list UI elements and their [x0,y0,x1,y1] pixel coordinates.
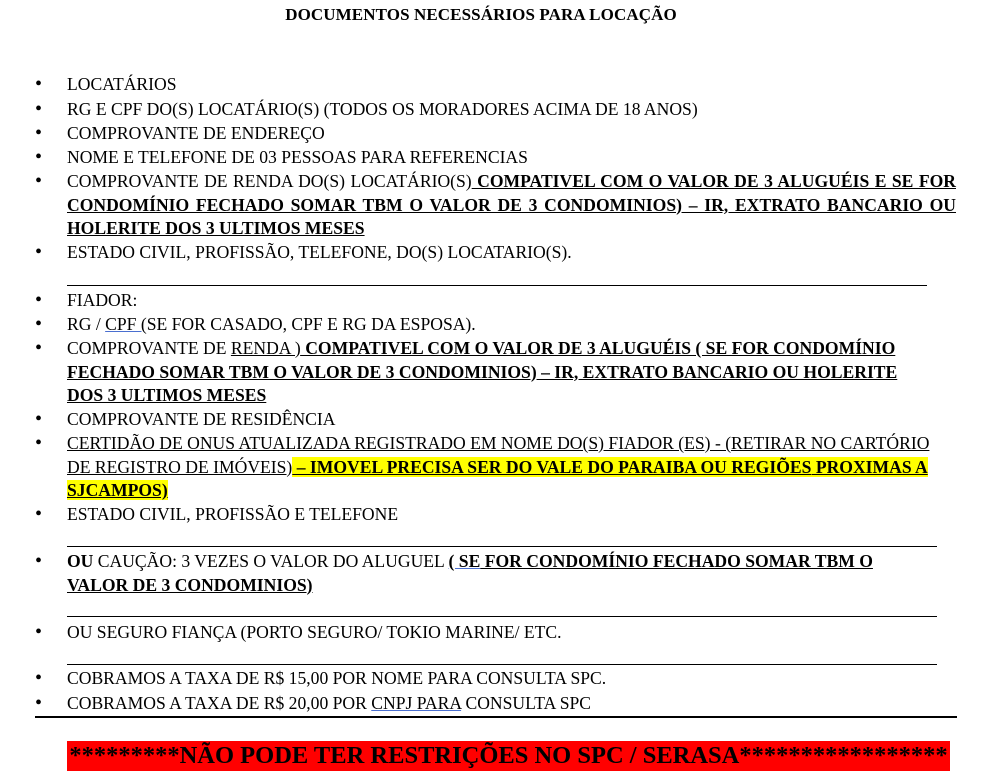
ou-text: OU [67,551,94,571]
locatarios-referencias: NOME E TELEFONE DE 03 PESSOAS PARA REFERENCIAS [67,147,528,167]
imovel-note-end: PROXIMAS A SJCAMPOS) [67,456,928,500]
divider [35,716,957,718]
locatarios-estado-civil: ESTADO CIVIL, PROFISSÃO, TELEFONE, DO(S) LOCATARIO(S). [67,242,572,262]
bullet-icon: • [35,337,43,359]
bullet-icon: • [35,289,43,311]
caucao-item [67,550,927,597]
bullet-icon: • [35,170,43,192]
bullet-icon: • [35,550,43,572]
cpf-text: CPF ( [105,314,147,334]
bullet-icon: • [35,73,43,95]
divider [67,285,927,286]
bullet-icon: • [35,122,43,144]
bullet-icon: • [35,408,43,430]
bullet-icon: • [35,503,43,525]
divider [67,546,937,547]
fiador-heading: FIADOR: [67,290,138,310]
divider [67,664,937,665]
bullet-icon: • [35,146,43,168]
taxa-cnpj-text: COBRAMOS A TAXA DE R$ 20,00 POR [67,693,372,713]
fiador-renda [67,337,927,408]
certidao-text: CERTIDÃO DE ONUS ATUALIZADA REGISTRADO EM NOME DO(S) FIADOR (ES) - (RETIRAR NO CARTÓRIO DE REGISTRO DE IMÓVEIS) [67,433,930,477]
consulta-text: CONSULTA SPC [461,693,592,713]
cnpj-text: CNPJ PARA [371,693,462,713]
fiador-certidao [67,432,953,503]
imovel-note: – IMOVEL PRECISA SER DO VALE DO PARAIBA OU REGIÕES [292,456,812,477]
fiador-estado-civil: ESTADO CIVIL, PROFISSÃO E TELEFONE [67,504,399,524]
bullet-icon: • [35,313,43,335]
renda-text: COMPROVANTE DE RENDA DO(S) LOCATÁRIO(S) [67,171,472,191]
locatarios-renda [67,170,956,241]
renda-label: COMPROVANTE DE [67,338,231,358]
locatarios-endereco: COMPROVANTE DE ENDEREÇO [67,123,325,143]
document-title: DOCUMENTOS NECESSÁRIOS PARA LOCAÇÃO [285,5,677,24]
fiador-rg-cpf [67,313,956,337]
renda-requirement: COMPATIVEL COM O VALOR DE 3 ALUGUÉIS E SE FOR CONDOMÍNIO FECHADO SOMAR TBM O VALOR DE 3 CONDOMINIOS) – IR, EXTRATO BANCARIO OU HOLERITE DOS 3 ULTIMOS MESES [67,171,956,238]
bullet-icon: • [35,241,43,263]
divider [67,616,937,617]
locatarios-heading: LOCATÁRIOS [67,74,177,94]
fiador-residencia: COMPROVANTE DE RESIDÊNCIA [67,409,336,429]
bullet-icon: • [35,432,43,454]
renda-underlined: RENDA ) [230,338,301,358]
bullet-icon: • [35,621,43,643]
warning-banner: *********NÃO PODE TER RESTRIÇÕES NO SPC / SERASA***************** [67,741,950,771]
caucao-paren: ( SE [448,551,481,571]
bullet-icon: • [35,667,43,689]
locatarios-rg-cpf: RG E CPF DO(S) LOCATÁRIO(S) (TODOS OS MORADORES ACIMA DE 18 ANOS) [67,99,698,119]
taxa-cnpj [67,692,956,716]
bullet-icon: • [35,692,43,714]
seguro-fianca: OU SEGURO FIANÇA (PORTO SEGURO/ TOKIO MARINE/ ETC. [67,622,562,642]
renda-requirement: COMPATIVEL COM O VALOR DE 3 ALUGUÉIS ( SE FOR CONDOMÍNIO FECHADO SOMAR TBM O VALOR DE 3 CONDOMINIOS) – IR, EXTRATO BANCARIO OU HOLERITE DOS 3 ULTIMOS MESES [67,338,898,405]
rg-text: RG / [67,314,106,334]
taxa-nome: COBRAMOS A TAXA DE R$ 15,00 POR NOME PARA CONSULTA SPC. [67,668,607,688]
bullet-icon: • [35,98,43,120]
esposa-text: SE FOR CASADO, CPF E RG DA ESPOSA). [146,314,476,334]
caucao-text: CAUÇÃO: 3 VEZES O VALOR DO ALUGUEL [93,551,449,571]
caucao-requirement: FOR CONDOMÍNIO FECHADO SOMAR TBM O VALOR DE 3 CONDOMINIOS) [67,551,873,595]
